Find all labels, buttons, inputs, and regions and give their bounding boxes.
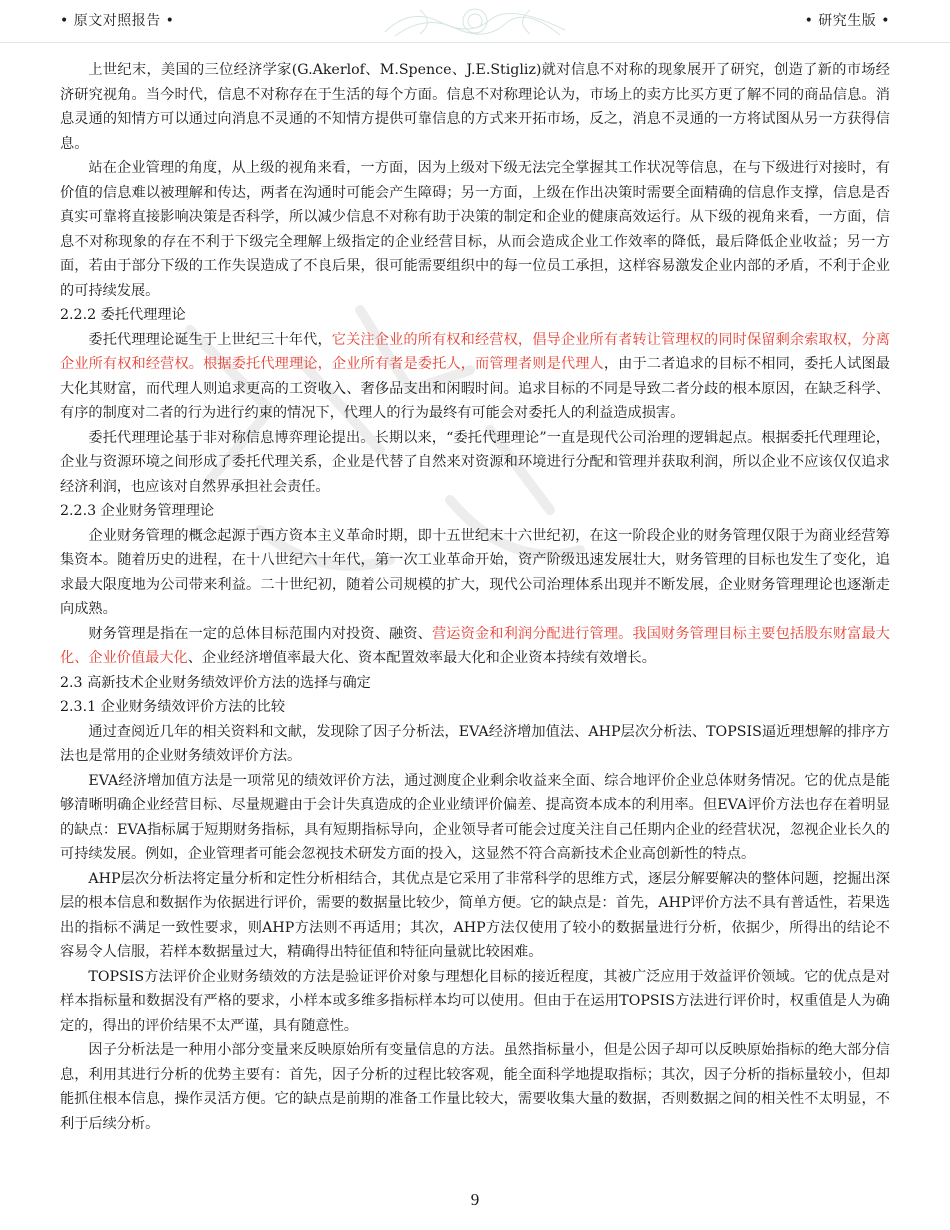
paragraph-topsis-method: TOPSIS方法评价企业财务绩效的方法是验证评价对象与理想化目标的接近程度，其被广泛应用于效益评价领域。它的优点是对样本指标量和数据没有严格的要求，小样本或多维多指标样本均可以使用。但由于在运用TOPSIS方法进行评价时，权重值是人为确定的，得出的评价结果不太严谨，具有随意性。 (60, 968, 890, 1034)
section-heading-2-3: 2.3 高新技术企业财务绩效评价方法的选择与确定 (60, 674, 371, 691)
section-heading-2-3-1: 2.3.1 企业财务绩效评价方法的比较 (60, 699, 286, 715)
page-number: 9 (470, 1190, 480, 1209)
paragraph-information-asymmetry: 上世纪末，美国的三位经济学家(G.Akerlof、M.Spence、J.E.Stigliz)就对信息不对称的现象展开了研究，创造了新的市场经济研究视角。当今时代，信息不对称存在于生活的每个方面。信息不对称理论认为，市场上的卖方比买方更了解不同的商品信息。消息灵通的知情方可以通过向消息不灵通的不知情方提供可靠信息的方式来开拓市场，反之，消息不灵通的一方将试图从另一方获得信息。 (60, 62, 890, 152)
paragraph-factor-analysis: 因子分析法是一种用小部分变量来反映原始所有变量信息的方法。虽然指标量小，但是公因子却可以反映原始指标的绝大部分信息，利用其进行分析的优势主要有：首先，因子分析的过程比较客观，能全面科学地提取指标；其次，因子分析的指标量较小，但却能抓住根本信息，操作灵活方便。它的缺点是前期的准备工作量比较大，需要收集大量的数据，否则数据之间的相关性不太明显，不利于后续分析。 (60, 1042, 890, 1132)
text-segment: 委托代理理论诞生于上世纪三十年代， (88, 331, 332, 348)
paragraph-principal-agent-theory (60, 328, 890, 426)
header-ornament-icon (380, 2, 570, 40)
document-body (60, 58, 890, 1136)
highlighted-text: 营运资金和利润分配进行管理。我国财务管理目标主要包括股东财富最大化、企业价值最大化 (60, 625, 890, 666)
text-segment: 财务管理是指在一定的总体目标范围内对投资、融资、 (88, 625, 432, 642)
text-segment: 、企业经济增值率最大化、资本配置效率最大化和企业资本持续有效增长。 (187, 650, 656, 666)
paragraph-eva-method: EVA经济增加值方法是一项常见的绩效评价方法，通过测度企业剩余收益来全面、综合地评价企业总体财务情况。它的优点是能够清晰明确企业经营目标、尽量规避由于会计失真造成的企业业绩评价偏差、提高资本成本的利用率。但EVA评价方法也存在着明显的缺点：EVA指标属于短期财务指标，具有短期指标导向，企业领导者可能会过度关注自己任期内企业的经营状况，忽视企业长久的可持续发展。例如，企业管理者可能会忽视技术研发方面的投入，这显然不符合高新技术企业高创新性的特点。 (60, 772, 890, 862)
text-segment: ，由于二者追求的目标不相同，委托人试图最大化其财富，而代理人则追求更高的工资收入、奢侈品支出和闲暇时间。追求目标的不同是导致二者分歧的根本原因，在缺乏科学、有序的制度对二者的行为进行约束的情况下，代理人的行为最终有可能会对委托人的利益造成损害。 (60, 356, 890, 421)
page-header (0, 0, 950, 43)
paragraph-methods-overview: 通过查阅近几年的相关资料和文献，发现除了因子分析法，EVA经济增加值法、AHP层次分析法、TOPSIS逼近理想解的排序方法也是常用的企业财务绩效评价方法。 (60, 723, 890, 764)
section-heading-2-2-3: 2.2.3 企业财务管理理论 (60, 503, 215, 519)
paragraph-principal-agent-basis: 委托代理理论基于非对称信息博弈理论提出。长期以来，“委托代理理论”一直是现代公司治理的逻辑起点。根据委托代理理论，企业与资源环境之间形成了委托代理关系，企业是代替了自然来对资源和环境进行分配和管理并获取利润，所以企业不应该仅仅追求经济利润，也应该对自然界承担社会责任。 (60, 429, 890, 495)
header-report-title: • 原文对照报告 • (60, 13, 175, 29)
paragraph-management-perspective: 站在企业管理的角度，从上级的视角来看，一方面，因为上级对下级无法完全掌握其工作状况等信息，在与下级进行对接时，有价值的信息难以被理解和传达，两者在沟通时可能会产生障碍；另一方面，上级在作出决策时需要全面精确的信息作支撑，信息是否真实可靠将直接影响决策是否科学，所以减少信息不对称有助于决策的制定和企业的健康高效运行。从下级的视角来看，一方面，信息不对称现象的存在不利于下级完全理解上级指定的企业经营目标，从而会造成企业工作效率的降低，最后降低企业收益；另一方面，若由于部分下级的工作失误造成了不良后果，很可能需要组织中的每一位员工承担，这样容易激发企业内部的矛盾，不利于企业的可持续发展。 (60, 160, 890, 299)
section-heading-2-2-2: 2.2.2 委托代理理论 (60, 307, 186, 323)
header-edition-label: • 研究生版 • (804, 13, 890, 29)
paragraph-ahp-method: AHP层次分析法将定量分析和定性分析相结合，其优点是它采用了非常科学的思维方式，逐层分解要解决的整体问题，挖掘出深层的根本信息和数据作为依据进行评价，需要的数据量比较少，简单方便。它的缺点是：首先，AHP评价方法不具有普适性，若果选出的指标不满足一致性要求，则AHP方法则不再适用；其次，AHP方法仅使用了较小的数据量进行分析，依据少，所得出的结论不容易令人信服，若样本数据量过大，精确得出特征值和特征向量就比较困难。 (60, 870, 890, 960)
paragraph-financial-management-definition (60, 622, 890, 671)
paragraph-financial-management-origin: 企业财务管理的概念起源于西方资本主义革命时期，即十五世纪末十六世纪初，在这一阶段企业的财务管理仅限于为商业经营筹集资本。随着历史的进程，在十八世纪六十年代，第一次工业革命开始，资产阶级迅速发展壮大，财务管理的目标也发生了变化，追求最大限度地为公司带来利益。二十世纪初，随着公司规模的扩大，现代公司治理体系出现并不断发展，企业财务管理理论也逐渐走向成熟。 (60, 527, 890, 617)
highlighted-text: 它关注企业的所有权和经营权，倡导企业所有者转让管理权的同时保留剩余索取权，分离企业所有权和经营权。根据委托代理理论，企业所有者是委托人，而管理者则是代理人 (60, 331, 890, 372)
